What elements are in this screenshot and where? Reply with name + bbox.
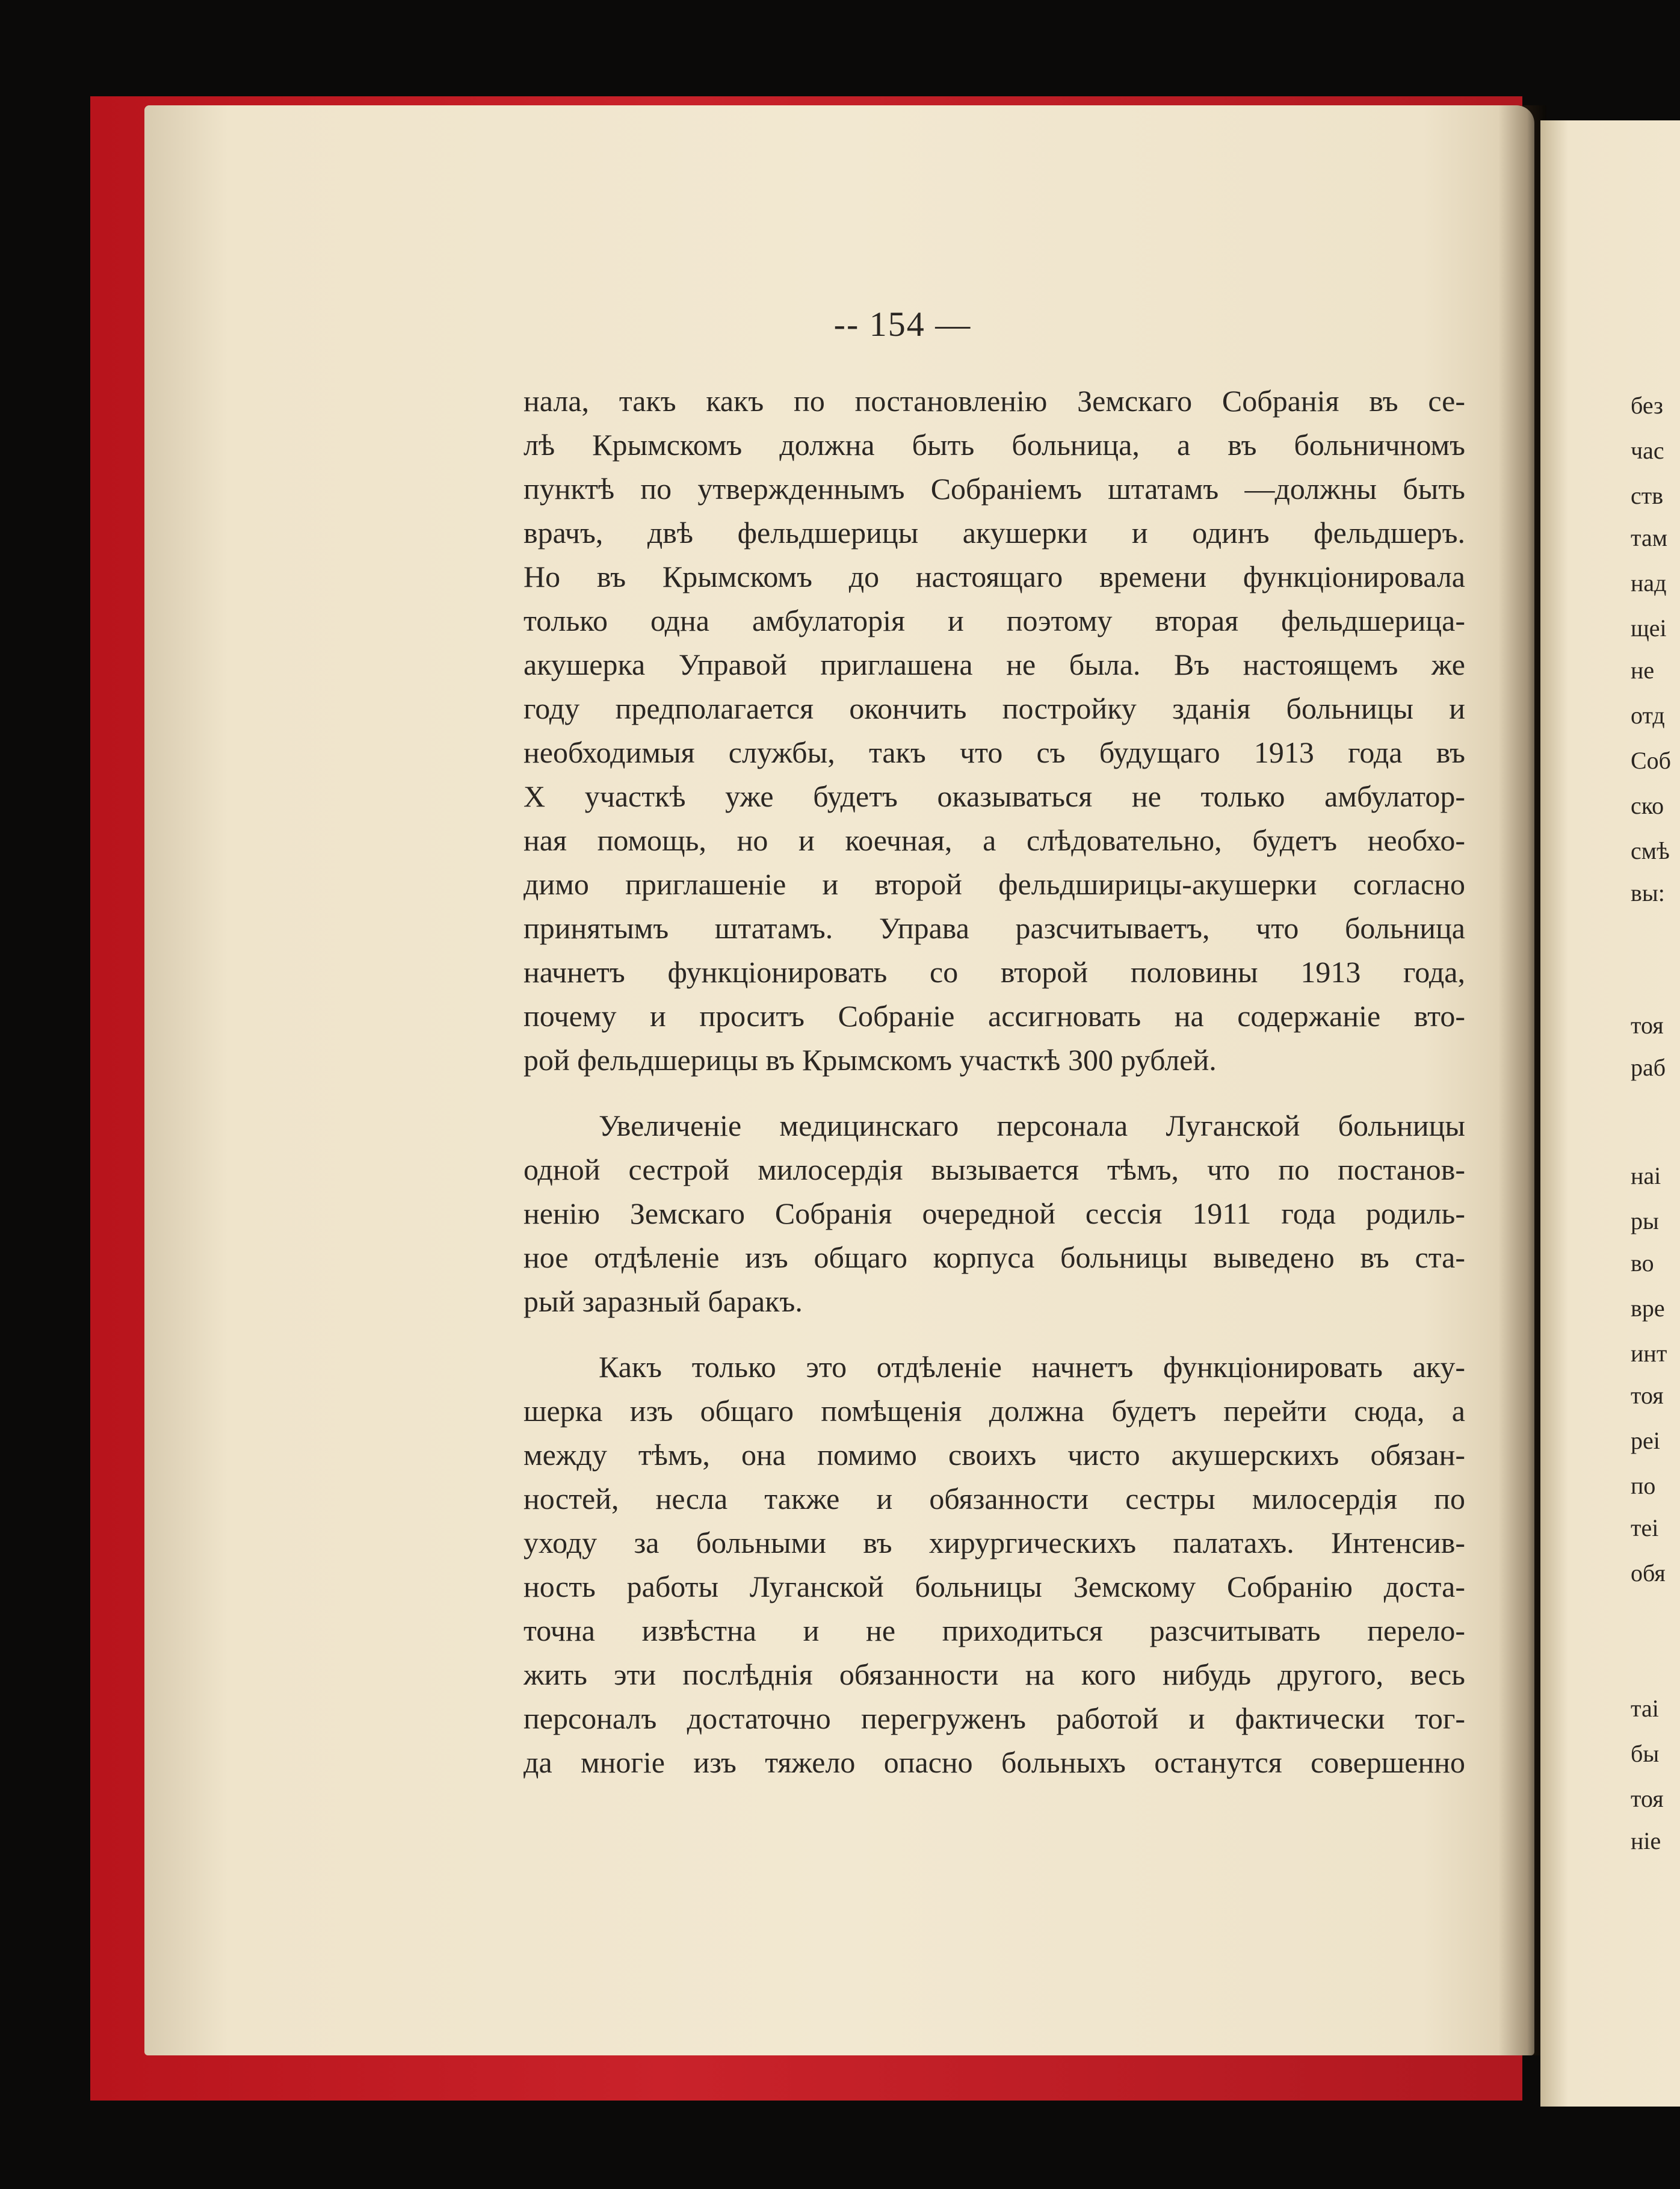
text-line: пунктѣ по утвержденнымъ Собраніемъ штатамъ —должны быть [523, 472, 1465, 506]
text-line: рый заразный баракъ. [523, 1284, 803, 1318]
text-line: ное отдѣленіе изъ общаго корпуса больницы выведено въ ста- [523, 1240, 1465, 1274]
facing-text-fragment: там [1631, 524, 1668, 551]
facing-text-fragment: щеі [1631, 615, 1667, 642]
facing-text-fragment: тоя [1631, 1012, 1664, 1039]
paragraph-gap [523, 1082, 1465, 1104]
facing-text-fragment: ніе [1631, 1827, 1661, 1854]
paragraph [523, 379, 1465, 1082]
paragraph-gap [523, 1324, 1465, 1345]
facing-text-fragment: раб [1631, 1054, 1666, 1081]
text-line: Какъ только это отдѣленіе начнетъ функціонировать аку- [599, 1350, 1465, 1384]
text-line: одной сестрой милосердія вызывается тѣмъ, что по постанов- [523, 1153, 1465, 1186]
facing-text-fragment: смѣ [1631, 837, 1670, 864]
facing-text-fragment: вре [1631, 1295, 1665, 1322]
facing-text-fragment: Соб [1631, 747, 1672, 774]
facing-text-fragment: отд [1631, 702, 1665, 729]
facing-text-fragment: ско [1631, 792, 1664, 819]
facing-text-fragment: вы: [1631, 879, 1665, 906]
text-line: принятымъ штатамъ. Управа разсчитываетъ, что больница [523, 911, 1465, 945]
facing-text-fragment: ры [1631, 1207, 1659, 1234]
text-line: году предполагается окончить постройку зданія больницы и [523, 692, 1465, 725]
facing-text-fragment: тоя [1631, 1382, 1664, 1409]
facing-text-fragment: бы [1631, 1740, 1660, 1767]
facing-text-fragment: теі [1631, 1514, 1659, 1541]
text-line: начнетъ функціонировать со второй половины 1913 года, [523, 955, 1465, 989]
text-line: персоналъ достаточно перегруженъ работой и фактически тог- [523, 1701, 1465, 1735]
text-line: только одна амбулаторія и поэтому вторая фельдшерица- [523, 604, 1465, 637]
facing-text-fragment: обя [1631, 1559, 1666, 1587]
text-line: почему и проситъ Собраніе ассигновать на содержаніе вто- [523, 999, 1465, 1033]
text-line: точна извѣстна и не приходиться разсчитывать перело- [523, 1614, 1465, 1647]
paragraph [523, 1104, 1465, 1324]
text-line: лѣ Крымскомъ должна быть больница, а въ больничномъ [523, 428, 1465, 462]
text-line: нала, такъ какъ по постановленію Земскаго Собранія въ се- [523, 384, 1465, 418]
facing-text-fragment: реі [1631, 1427, 1660, 1454]
text-line: ностей, несла также и обязанности сестры милосердія по [523, 1482, 1465, 1516]
page-gutter-shadow [1498, 105, 1546, 2055]
text-line: врачъ, двѣ фельдшерицы акушерки и одинъ фельдшеръ. [523, 516, 1465, 550]
text-line: димо приглашеніе и второй фельдширицы-акушерки согласно [523, 867, 1465, 901]
facing-text-fragment: по [1631, 1472, 1656, 1499]
text-line: шерка изъ общаго помѣщенія должна будетъ перейти сюда, а [523, 1394, 1465, 1428]
facing-text-fragment: таі [1631, 1695, 1659, 1722]
text-line: X участкѣ уже будетъ оказываться не только амбулатор- [523, 779, 1465, 813]
paragraph [523, 1345, 1465, 1785]
text-line: Но въ Крымскомъ до настоящаго времени функціонировала [523, 560, 1465, 593]
facing-text-fragment: наі [1631, 1162, 1661, 1189]
facing-text-fragment: во [1631, 1249, 1654, 1277]
facing-text-fragment: ств [1631, 482, 1664, 509]
page-number: -- 154 — [833, 305, 972, 344]
text-line: жить эти послѣднія обязанности на кого нибудь другого, весь [523, 1658, 1465, 1691]
facing-text-fragment: инт [1631, 1340, 1667, 1367]
facing-text-fragment: не [1631, 657, 1655, 684]
text-line: необходимыя службы, такъ что съ будущаго 1913 года въ [523, 735, 1465, 769]
text-line: между тѣмъ, она помимо своихъ чисто акушерскихъ обязан- [523, 1438, 1465, 1472]
text-line: рой фельдшерицы въ Крымскомъ участкѣ 300 рублей. [523, 1043, 1217, 1077]
facing-text-fragment: над [1631, 569, 1667, 596]
text-line: ненію Земскаго Собранія очередной сессія 1911 года родиль- [523, 1197, 1465, 1230]
facing-text-fragment: тоя [1631, 1785, 1664, 1812]
facing-text-fragment: час [1631, 437, 1664, 464]
text-line: да многіе изъ тяжело опасно больныхъ останутся совершенно [523, 1745, 1465, 1779]
facing-text-fragment: без [1631, 392, 1663, 419]
text-line: Увеличеніе медицинскаго персонала Луганской больницы [599, 1109, 1465, 1142]
text-line: уходу за больными въ хирургическихъ палатахъ. Интенсив- [523, 1526, 1465, 1559]
page-text [523, 379, 1465, 1785]
text-line: ная помощь, но и коечная, а слѣдовательно, будетъ необхо- [523, 823, 1465, 857]
text-line: ность работы Луганской больницы Земскому Собранію доста- [523, 1570, 1465, 1603]
text-line: акушерка Управой приглашена не была. Въ настоящемъ же [523, 648, 1465, 681]
